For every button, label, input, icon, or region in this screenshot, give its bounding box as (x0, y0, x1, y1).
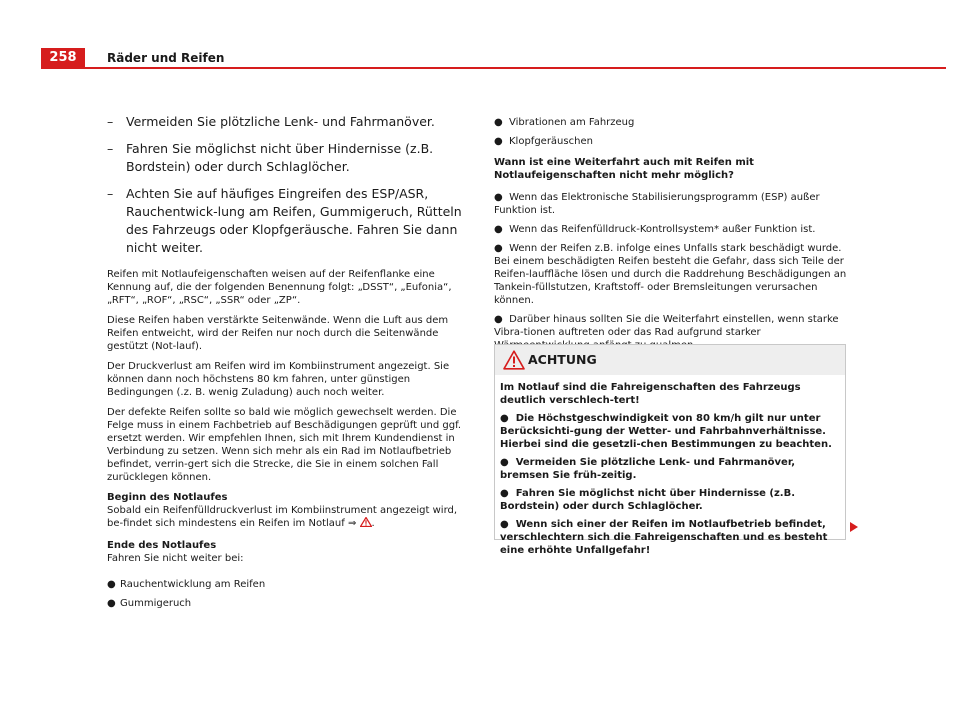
warning-item (500, 518, 839, 557)
bullet-dot: ● (494, 192, 503, 203)
begin-text-period: . (371, 518, 375, 529)
list-item-text: Wenn das Elektronische Stabilisierungsprogramm (ESP) außer Funktion ist. (494, 192, 820, 216)
warning-intro: Im Notlauf sind die Fahreigenschaften des Fahrzeugs deutlich verschlech-tert! (500, 382, 801, 406)
dash-item (107, 140, 462, 176)
warning-item-text: Wenn sich einer der Reifen im Notlaufbetrieb befindet, verschlechtern sich die Fahreigenschaften und es besteht eine erhöhte Unfallgefahr! (500, 519, 828, 556)
bullet-dot: ● (494, 224, 503, 235)
paragraph-sidewalls: Diese Reifen haben verstärkte Seitenwände. Wenn die Luft aus dem Reifen entweicht, wird der Reifen nur noch durch die Seitenwände gestützt (Not-lauf). (107, 315, 449, 352)
dash-item-text: Achten Sie auf häufiges Eingreifen des ESP/ASR, Rauchentwick-lung am Reifen, Gummigeruch, Rütteln des Fahrzeugs oder Klopfgeräusche. Fahren Sie dann nicht weiter. (126, 186, 462, 255)
warning-title: ACHTUNG (528, 352, 597, 367)
dash-mark: – (107, 186, 114, 201)
bullet-dot: ● (107, 598, 116, 609)
end-heading: Ende des Notlaufes (107, 540, 217, 551)
bullet-dot: ● (500, 413, 509, 424)
list-item (494, 116, 848, 129)
dash-item-text: Fahren Sie möglichst nicht über Hindernisse (z.B. Bordstein) oder durch Schlaglöcher. (126, 141, 434, 174)
right-column (494, 116, 848, 358)
list-item (494, 223, 848, 236)
left-column (107, 113, 462, 616)
continue-arrow-icon[interactable] (850, 522, 858, 532)
begin-text-block (107, 504, 462, 530)
paragraph-pressure-loss: Der Druckverlust am Reifen wird im Kombiinstrument angezeigt. Sie können dann noch höchstens 80 km fahren, unter günstigen Bedingungen (.z. B. wenig Zuladung) auch noch weiter. (107, 361, 450, 398)
list-item-text: Wenn das Reifenfülldruck-Kontrollsystem* außer Funktion ist. (509, 224, 816, 235)
dash-item (107, 185, 462, 257)
paragraph-defective-tire: Der defekte Reifen sollte so bald wie möglich gewechselt werden. Die Felge muss in einem Fachbetrieb auf Beschädigungen geprüft und ggf. ersetzt werden. Wir empfehlen Ihnen, sich mit Ihrem Kundendienst in Verbindung zu setzen. Wenn sich mehr als ein Rad im Notlaufbetrieb befindet, verrin-gert sich die Strecke, die Sie in einem solchen Fall zurücklegen können. (107, 407, 462, 483)
page-title: Räder und Reifen (107, 51, 225, 65)
dash-mark: – (107, 114, 114, 129)
warning-box (494, 344, 846, 556)
list-item-text: Gummigeruch (120, 598, 192, 609)
warning-triangle-icon[interactable] (360, 517, 372, 527)
bullet-dot: ● (494, 136, 503, 147)
warning-item (500, 487, 839, 513)
paragraph-tire-marking: Reifen mit Notlaufeigenschaften weisen auf der Reifenflanke eine Kennung auf, die der folgenden Benennung folgt: „DSST“, „Eufonia“, „RFT“, „ROF“, „RSC“, „SSR“ oder „ZP“. (107, 269, 452, 306)
end-text: Fahren Sie nicht weiter bei: (107, 553, 244, 564)
warning-body (495, 375, 845, 557)
list-item (494, 191, 848, 217)
list-item (107, 578, 462, 591)
bullet-dot: ● (500, 488, 509, 499)
question-heading: Wann ist eine Weiterfahrt auch mit Reifen mit Notlaufeigenschaften nicht mehr möglich? (494, 157, 754, 181)
warning-item (500, 456, 839, 482)
list-item (494, 135, 848, 148)
warning-header (495, 345, 845, 375)
list-item-text: Vibrationen am Fahrzeug (509, 117, 635, 128)
bullet-dot: ● (494, 243, 503, 254)
dash-mark: – (107, 141, 114, 156)
list-item-text: Darüber hinaus sollten Sie die Weiterfahrt einstellen, wenn starke Vibra-tionen auftreten oder das Rad aufgrund starker (494, 314, 839, 338)
header-rule (41, 67, 946, 69)
begin-heading: Beginn des Notlaufes (107, 492, 228, 503)
warning-triangle-icon (503, 350, 525, 370)
warning-item-text: Vermeiden Sie plötzliche Lenk- und Fahrmanöver, bremsen Sie früh-zeitig. (500, 457, 796, 481)
list-item-text: Rauchentwicklung am Reifen (120, 579, 266, 590)
list-item (107, 597, 462, 610)
begin-text: Sobald ein Reifenfülldruckverlust im Kombiinstrument angezeigt wird, be-findet sich mindestens ein Reifen im Notlauf ⇒ (107, 505, 458, 529)
bullet-dot: ● (494, 117, 503, 128)
bullet-dot: ● (500, 457, 509, 468)
bullet-dot: ● (500, 519, 509, 530)
list-item (494, 242, 848, 307)
dash-item (107, 113, 462, 131)
page-number: 258 (41, 48, 85, 68)
warning-item-text: Fahren Sie möglichst nicht über Hindernisse (z.B. Bordstein) oder durch Schlaglöcher. (500, 488, 796, 512)
bullet-dot: ● (494, 314, 503, 325)
list-item-text: Klopfgeräuschen (509, 136, 593, 147)
warning-item-text: Die Höchstgeschwindigkeit von 80 km/h gilt nur unter Berücksichti-gung der Wetter- und Fahrbahnverhältnisse. Hierbei sind die gesetzli-chen Bestimmungen zu beachten. (500, 413, 832, 450)
list-item-text: Wenn der Reifen z.B. infolge eines Unfalls stark beschädigt wurde. Bei einem beschädigten Reifen besteht die Gefahr, dass sich Teile der Reifen-lauffläche lösen und durch die Raddrehung Beschädigungen an Tankein-füllstutzen, Kraftstoff- oder Bremsleitungen verursachen können. (494, 243, 847, 306)
warning-item (500, 412, 839, 451)
dash-item-text: Vermeiden Sie plötzliche Lenk- und Fahrmanöver. (126, 114, 435, 129)
bullet-dot: ● (107, 579, 116, 590)
